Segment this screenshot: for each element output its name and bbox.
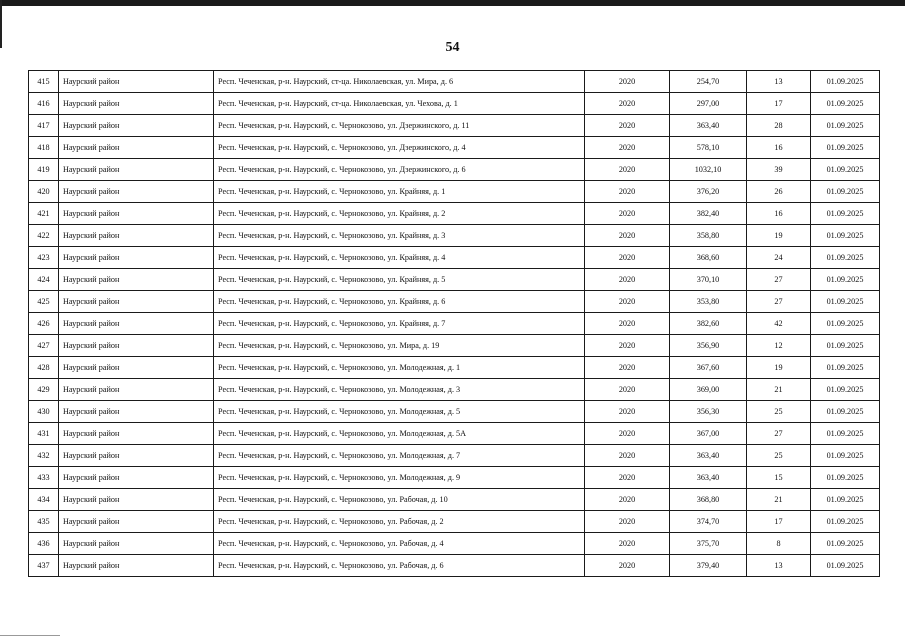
row-number: 420 (29, 181, 59, 203)
row-number: 437 (29, 555, 59, 577)
date-cell: 01.09.2025 (811, 269, 880, 291)
area-cell: 358,80 (670, 225, 747, 247)
date-cell: 01.09.2025 (811, 71, 880, 93)
table-row (29, 335, 880, 357)
row-number: 428 (29, 357, 59, 379)
district-cell: Наурский район (59, 335, 214, 357)
table-row (29, 401, 880, 423)
area-cell: 1032,10 (670, 159, 747, 181)
area-cell: 363,40 (670, 467, 747, 489)
scan-mark (0, 635, 60, 636)
address-cell: Респ. Чеченская, р-н. Наурский, ст-ца. Николаевская, ул. Мира, д. 6 (214, 71, 585, 93)
count-cell: 17 (747, 93, 811, 115)
count-cell: 39 (747, 159, 811, 181)
district-cell: Наурский район (59, 423, 214, 445)
area-cell: 578,10 (670, 137, 747, 159)
table-row (29, 181, 880, 203)
area-cell: 368,60 (670, 247, 747, 269)
date-cell: 01.09.2025 (811, 445, 880, 467)
table-row (29, 357, 880, 379)
table-row (29, 313, 880, 335)
district-cell: Наурский район (59, 291, 214, 313)
date-cell: 01.09.2025 (811, 357, 880, 379)
address-cell: Респ. Чеченская, р-н. Наурский, с. Чернокозово, ул. Крайняя, д. 2 (214, 203, 585, 225)
address-cell: Респ. Чеченская, р-н. Наурский, с. Чернокозово, ул. Рабочая, д. 10 (214, 489, 585, 511)
table-row (29, 379, 880, 401)
district-cell: Наурский район (59, 137, 214, 159)
area-cell: 382,40 (670, 203, 747, 225)
district-cell: Наурский район (59, 181, 214, 203)
address-cell: Респ. Чеченская, р-н. Наурский, с. Чернокозово, ул. Рабочая, д. 6 (214, 555, 585, 577)
table-row (29, 137, 880, 159)
year-cell: 2020 (585, 247, 670, 269)
date-cell: 01.09.2025 (811, 203, 880, 225)
year-cell: 2020 (585, 159, 670, 181)
date-cell: 01.09.2025 (811, 511, 880, 533)
date-cell: 01.09.2025 (811, 335, 880, 357)
year-cell: 2020 (585, 335, 670, 357)
year-cell: 2020 (585, 467, 670, 489)
row-number: 418 (29, 137, 59, 159)
year-cell: 2020 (585, 203, 670, 225)
address-cell: Респ. Чеченская, р-н. Наурский, с. Чернокозово, ул. Молодежная, д. 3 (214, 379, 585, 401)
district-cell: Наурский район (59, 379, 214, 401)
area-cell: 367,60 (670, 357, 747, 379)
row-number: 425 (29, 291, 59, 313)
row-number: 424 (29, 269, 59, 291)
row-number: 434 (29, 489, 59, 511)
address-cell: Респ. Чеченская, р-н. Наурский, с. Чернокозово, ул. Молодежная, д. 7 (214, 445, 585, 467)
count-cell: 19 (747, 357, 811, 379)
table-row (29, 555, 880, 577)
address-cell: Респ. Чеченская, р-н. Наурский, с. Чернокозово, ул. Дзержинского, д. 6 (214, 159, 585, 181)
date-cell: 01.09.2025 (811, 291, 880, 313)
year-cell: 2020 (585, 71, 670, 93)
row-number: 430 (29, 401, 59, 423)
row-number: 429 (29, 379, 59, 401)
row-number: 435 (29, 511, 59, 533)
count-cell: 16 (747, 137, 811, 159)
table-row (29, 71, 880, 93)
table-row (29, 93, 880, 115)
date-cell: 01.09.2025 (811, 181, 880, 203)
table-row (29, 533, 880, 555)
district-cell: Наурский район (59, 71, 214, 93)
table-body (29, 71, 880, 577)
scan-top-border (0, 0, 905, 6)
count-cell: 25 (747, 401, 811, 423)
date-cell: 01.09.2025 (811, 225, 880, 247)
address-cell: Респ. Чеченская, р-н. Наурский, с. Чернокозово, ул. Дзержинского, д. 11 (214, 115, 585, 137)
district-cell: Наурский район (59, 225, 214, 247)
table-row (29, 225, 880, 247)
row-number: 436 (29, 533, 59, 555)
area-cell: 363,40 (670, 445, 747, 467)
district-cell: Наурский район (59, 401, 214, 423)
address-cell: Респ. Чеченская, р-н. Наурский, с. Чернокозово, ул. Дзержинского, д. 4 (214, 137, 585, 159)
district-cell: Наурский район (59, 159, 214, 181)
area-cell: 375,70 (670, 533, 747, 555)
district-cell: Наурский район (59, 93, 214, 115)
date-cell: 01.09.2025 (811, 401, 880, 423)
count-cell: 17 (747, 511, 811, 533)
address-cell: Респ. Чеченская, р-н. Наурский, ст-ца. Николаевская, ул. Чехова, д. 1 (214, 93, 585, 115)
year-cell: 2020 (585, 445, 670, 467)
count-cell: 27 (747, 423, 811, 445)
address-cell: Респ. Чеченская, р-н. Наурский, с. Чернокозово, ул. Мира, д. 19 (214, 335, 585, 357)
row-number: 421 (29, 203, 59, 225)
count-cell: 27 (747, 291, 811, 313)
district-cell: Наурский район (59, 203, 214, 225)
address-cell: Респ. Чеченская, р-н. Наурский, с. Чернокозово, ул. Крайняя, д. 7 (214, 313, 585, 335)
year-cell: 2020 (585, 181, 670, 203)
address-cell: Респ. Чеченская, р-н. Наурский, с. Чернокозово, ул. Молодежная, д. 1 (214, 357, 585, 379)
area-cell: 379,40 (670, 555, 747, 577)
district-cell: Наурский район (59, 445, 214, 467)
date-cell: 01.09.2025 (811, 115, 880, 137)
count-cell: 28 (747, 115, 811, 137)
area-cell: 356,30 (670, 401, 747, 423)
table-row (29, 247, 880, 269)
district-cell: Наурский район (59, 357, 214, 379)
table-row (29, 115, 880, 137)
area-cell: 356,90 (670, 335, 747, 357)
area-cell: 382,60 (670, 313, 747, 335)
table-row (29, 269, 880, 291)
year-cell: 2020 (585, 379, 670, 401)
table-row (29, 203, 880, 225)
address-cell: Респ. Чеченская, р-н. Наурский, с. Чернокозово, ул. Крайняя, д. 1 (214, 181, 585, 203)
year-cell: 2020 (585, 313, 670, 335)
area-cell: 297,00 (670, 93, 747, 115)
year-cell: 2020 (585, 533, 670, 555)
table-row (29, 423, 880, 445)
district-cell: Наурский район (59, 247, 214, 269)
count-cell: 15 (747, 467, 811, 489)
area-cell: 353,80 (670, 291, 747, 313)
count-cell: 21 (747, 379, 811, 401)
address-cell: Респ. Чеченская, р-н. Наурский, с. Чернокозово, ул. Молодежная, д. 9 (214, 467, 585, 489)
address-cell: Респ. Чеченская, р-н. Наурский, с. Чернокозово, ул. Рабочая, д. 2 (214, 511, 585, 533)
date-cell: 01.09.2025 (811, 555, 880, 577)
count-cell: 24 (747, 247, 811, 269)
date-cell: 01.09.2025 (811, 423, 880, 445)
housing-registry-table (28, 70, 880, 577)
area-cell: 363,40 (670, 115, 747, 137)
district-cell: Наурский район (59, 467, 214, 489)
date-cell: 01.09.2025 (811, 137, 880, 159)
date-cell: 01.09.2025 (811, 533, 880, 555)
address-cell: Респ. Чеченская, р-н. Наурский, с. Чернокозово, ул. Крайняя, д. 5 (214, 269, 585, 291)
table-row (29, 511, 880, 533)
district-cell: Наурский район (59, 489, 214, 511)
year-cell: 2020 (585, 291, 670, 313)
year-cell: 2020 (585, 401, 670, 423)
date-cell: 01.09.2025 (811, 379, 880, 401)
address-cell: Респ. Чеченская, р-н. Наурский, с. Чернокозово, ул. Молодежная, д. 5 (214, 401, 585, 423)
year-cell: 2020 (585, 357, 670, 379)
table-row (29, 467, 880, 489)
year-cell: 2020 (585, 511, 670, 533)
district-cell: Наурский район (59, 511, 214, 533)
date-cell: 01.09.2025 (811, 467, 880, 489)
date-cell: 01.09.2025 (811, 313, 880, 335)
page-number: 54 (445, 40, 460, 55)
area-cell: 367,00 (670, 423, 747, 445)
district-cell: Наурский район (59, 269, 214, 291)
address-cell: Респ. Чеченская, р-н. Наурский, с. Чернокозово, ул. Молодежная, д. 5А (214, 423, 585, 445)
table-row (29, 159, 880, 181)
area-cell: 370,10 (670, 269, 747, 291)
row-number: 419 (29, 159, 59, 181)
address-cell: Респ. Чеченская, р-н. Наурский, с. Чернокозово, ул. Крайняя, д. 6 (214, 291, 585, 313)
table-row (29, 291, 880, 313)
district-cell: Наурский район (59, 313, 214, 335)
row-number: 432 (29, 445, 59, 467)
row-number: 426 (29, 313, 59, 335)
row-number: 431 (29, 423, 59, 445)
area-cell: 374,70 (670, 511, 747, 533)
table-row (29, 445, 880, 467)
count-cell: 21 (747, 489, 811, 511)
count-cell: 26 (747, 181, 811, 203)
date-cell: 01.09.2025 (811, 247, 880, 269)
year-cell: 2020 (585, 137, 670, 159)
table-row (29, 489, 880, 511)
count-cell: 19 (747, 225, 811, 247)
count-cell: 13 (747, 71, 811, 93)
address-cell: Респ. Чеченская, р-н. Наурский, с. Чернокозово, ул. Крайняя, д. 3 (214, 225, 585, 247)
area-cell: 376,20 (670, 181, 747, 203)
count-cell: 27 (747, 269, 811, 291)
year-cell: 2020 (585, 93, 670, 115)
row-number: 433 (29, 467, 59, 489)
count-cell: 25 (747, 445, 811, 467)
year-cell: 2020 (585, 423, 670, 445)
row-number: 423 (29, 247, 59, 269)
row-number: 422 (29, 225, 59, 247)
area-cell: 368,80 (670, 489, 747, 511)
row-number: 417 (29, 115, 59, 137)
year-cell: 2020 (585, 555, 670, 577)
count-cell: 13 (747, 555, 811, 577)
address-cell: Респ. Чеченская, р-н. Наурский, с. Чернокозово, ул. Рабочая, д. 4 (214, 533, 585, 555)
date-cell: 01.09.2025 (811, 159, 880, 181)
date-cell: 01.09.2025 (811, 489, 880, 511)
date-cell: 01.09.2025 (811, 93, 880, 115)
district-cell: Наурский район (59, 115, 214, 137)
area-cell: 369,00 (670, 379, 747, 401)
row-number: 415 (29, 71, 59, 93)
district-cell: Наурский район (59, 533, 214, 555)
year-cell: 2020 (585, 489, 670, 511)
district-cell: Наурский район (59, 555, 214, 577)
address-cell: Респ. Чеченская, р-н. Наурский, с. Чернокозово, ул. Крайняя, д. 4 (214, 247, 585, 269)
count-cell: 8 (747, 533, 811, 555)
row-number: 416 (29, 93, 59, 115)
year-cell: 2020 (585, 269, 670, 291)
count-cell: 12 (747, 335, 811, 357)
row-number: 427 (29, 335, 59, 357)
year-cell: 2020 (585, 115, 670, 137)
area-cell: 254,70 (670, 71, 747, 93)
count-cell: 42 (747, 313, 811, 335)
year-cell: 2020 (585, 225, 670, 247)
count-cell: 16 (747, 203, 811, 225)
